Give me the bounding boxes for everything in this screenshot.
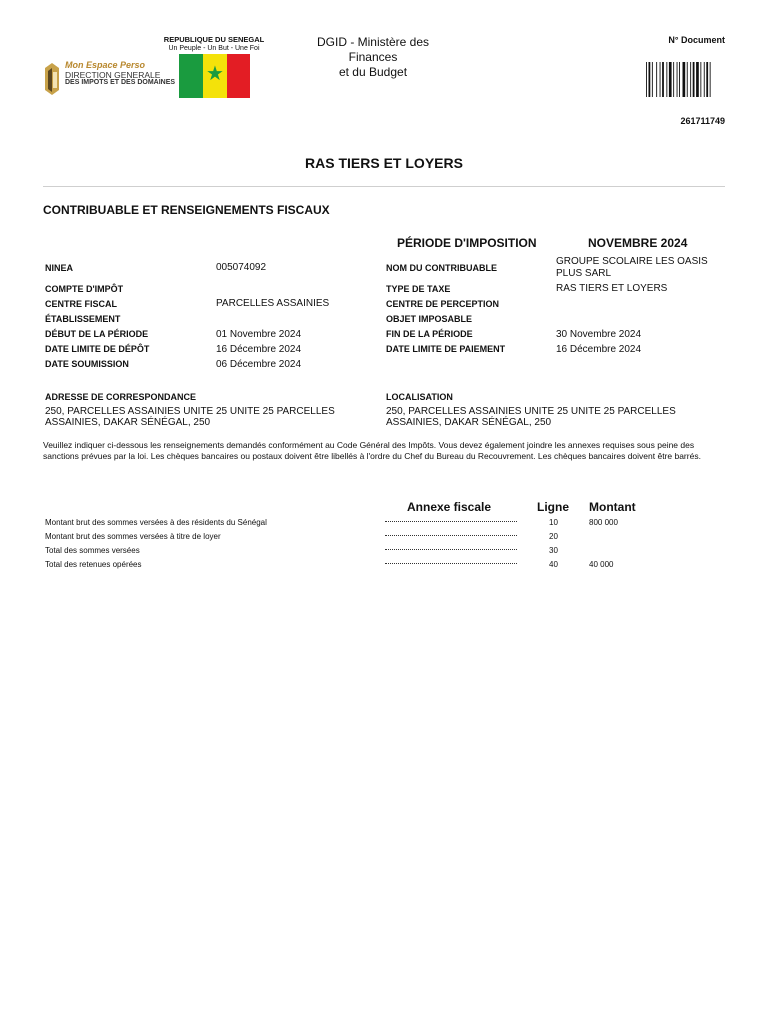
fin-periode-label: FIN DE LA PÉRIODE (386, 329, 473, 339)
date-limite-depot-label: DATE LIMITE DE DÉPÔT (45, 344, 150, 354)
date-limite-paiement-label: DATE LIMITE DE PAIEMENT (386, 344, 506, 354)
flag-red-band (227, 54, 250, 98)
debut-periode-value: 01 Novembre 2024 (216, 329, 302, 340)
ministry-line-1: DGID - Ministère des (316, 35, 430, 49)
dgid-logo (43, 60, 176, 100)
type-taxe-label: TYPE DE TAXE (386, 284, 451, 294)
logo-line-3: DES IMPOTS ET DES DOMAINES (65, 79, 176, 86)
table-row-ligne: 10 (549, 518, 558, 527)
etablissement-label: ÉTABLISSEMENT (45, 314, 121, 324)
date-soumission-label: DATE SOUMISSION (45, 359, 129, 369)
col-ligne-header: Ligne (537, 500, 569, 514)
date-soumission-value: 06 Décembre 2024 (216, 359, 302, 370)
nom-contribuable-value-line2: PLUS SARL (556, 268, 612, 279)
table-row-label: Montant brut des sommes versées à titre de loyer (45, 532, 221, 541)
republic-motto: Un Peuple - Un But - Une Foi (168, 45, 260, 52)
date-limite-depot-value: 16 Décembre 2024 (216, 344, 302, 355)
dotted-leader (385, 549, 517, 550)
section-title: CONTRIBUABLE ET RENSEIGNEMENTS FISCAUX (43, 203, 330, 217)
table-row-label: Total des retenues opérées (45, 560, 142, 569)
table-row-ligne: 30 (549, 546, 558, 555)
doc-number: 261711749 (680, 116, 725, 126)
dotted-leader (385, 521, 517, 522)
adresse-line-1: 250, PARCELLES ASSAINIES UNITE 25 UNITE 25 PARCELLES (45, 406, 335, 417)
barcode-icon (646, 62, 726, 97)
centre-fiscal-value: PARCELLES ASSAINIES (216, 298, 330, 309)
star-icon: ★ (206, 63, 224, 85)
nom-contribuable-value-line1: GROUPE SCOLAIRE LES OASIS (556, 256, 708, 267)
divider (43, 186, 725, 187)
senegal-flag-icon (179, 54, 250, 98)
localisation-line-1: 250, PARCELLES ASSAINIES UNITE 25 UNITE 25 PARCELLES (386, 406, 676, 417)
type-taxe-value: RAS TIERS ET LOYERS (556, 283, 668, 294)
col-montant-header: Montant (589, 500, 636, 514)
ninea-value: 005074092 (216, 262, 267, 273)
ministry-name (300, 35, 446, 80)
table-row-montant: 800 000 (589, 518, 618, 527)
table-row-montant: 40 000 (589, 560, 614, 569)
fin-periode-value: 30 Novembre 2024 (556, 329, 642, 340)
ministry-line-2: Finances (348, 50, 398, 64)
objet-imposable-label: OBJET IMPOSABLE (386, 314, 473, 324)
ninea-label: NINEA (45, 263, 74, 273)
logo-line-1: Mon Espace Perso (65, 60, 146, 70)
doc-number-label: N° Document (668, 35, 725, 45)
flag-green-band (179, 54, 203, 98)
dotted-leader (385, 563, 517, 564)
localisation-label: LOCALISATION (386, 392, 453, 402)
debut-periode-label: DÉBUT DE LA PÉRIODE (45, 329, 149, 339)
notice-text: Veuillez indiquer ci-dessous les renseignements demandés conformément au Code Général des Impôts. Vous devez également joindre les annexes requises sous peine des sanctions prévues par la loi. Les chèques bancaires ou postaux doivent être libellés à l'ordre du Chef du Bureau du Recouvrement. Les chèques bancaires doivent être barrés. (43, 440, 701, 461)
periode-label: PÉRIODE D'IMPOSITION (397, 236, 537, 250)
table-row-ligne: 20 (549, 532, 558, 541)
table-row-ligne: 40 (549, 560, 558, 569)
nom-contribuable-label: NOM DU CONTRIBUABLE (386, 263, 497, 273)
date-limite-paiement-value: 16 Décembre 2024 (556, 344, 642, 355)
ministry-line-3: et du Budget (338, 65, 408, 79)
localisation-value (386, 406, 676, 428)
adresse-label: ADRESSE DE CORRESPONDANCE (45, 392, 197, 402)
localisation-line-2: ASSAINIES, DAKAR SÉNÉGAL, 250 (386, 417, 552, 428)
page-title: RAS TIERS ET LOYERS (305, 155, 463, 171)
adresse-value (45, 406, 335, 428)
dotted-leader (385, 535, 517, 536)
dgid-logo-icon (43, 62, 61, 96)
adresse-line-2: ASSAINIES, DAKAR SÉNÉGAL, 250 (45, 417, 211, 428)
col-annexe-header: Annexe fiscale (407, 500, 492, 514)
table-row-label: Montant brut des sommes versées à des résidents du Sénégal (45, 518, 267, 527)
logo-line-2: DIRECTION GENERALE (65, 70, 161, 80)
centre-perception-label: CENTRE DE PERCEPTION (386, 299, 500, 309)
republic-title: REPUBLIQUE DU SENEGAL (163, 35, 265, 44)
centre-fiscal-label: CENTRE FISCAL (45, 299, 117, 309)
compte-impot-label: COMPTE D'IMPÔT (45, 284, 124, 294)
flag-yellow-band (203, 54, 227, 98)
periode-value: NOVEMBRE 2024 (588, 236, 688, 250)
table-row-label: Total des sommes versées (45, 546, 140, 555)
